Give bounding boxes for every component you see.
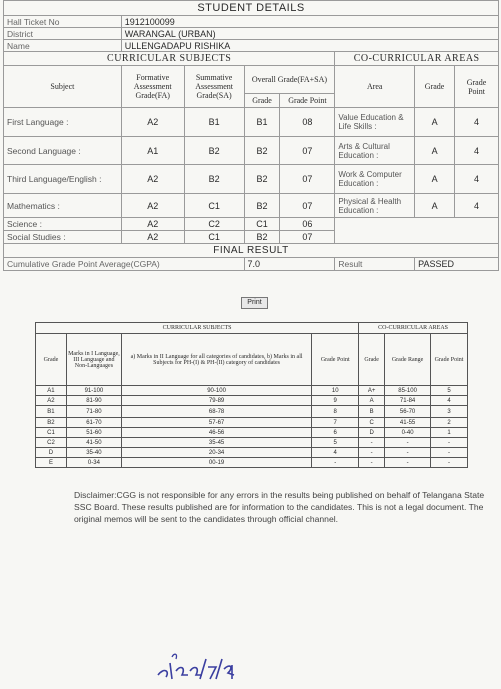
area-grade: A bbox=[415, 165, 455, 194]
grading-gp-header: Grade Point bbox=[312, 334, 359, 386]
subject-name: Social Studies : bbox=[4, 231, 122, 244]
grading-cgp: 2 bbox=[431, 418, 468, 428]
grading-curricular-title: CURRICULAR SUBJECTS bbox=[36, 323, 359, 334]
disclaimer-text: Disclaimer:CGG is not responsible for any errors in the results being published on behalf of Telangana State SSC Board. These results published are for information to the candidates. This is not a legal document. The original memos will be sent to the candidates through official channel. bbox=[74, 490, 485, 524]
overall-gp: 07 bbox=[280, 231, 335, 244]
overall-gp: 08 bbox=[280, 108, 335, 137]
overall-header: Overall Grade(FA+SA) bbox=[244, 66, 335, 94]
grading-cgrade: A bbox=[359, 396, 385, 406]
grading-marks2: 68-78 bbox=[121, 406, 311, 418]
grading-cgp: 3 bbox=[431, 406, 468, 418]
marks-memo-table bbox=[3, 0, 499, 271]
grading-grade: C2 bbox=[36, 438, 67, 448]
grading-marks1: 51-60 bbox=[66, 428, 121, 438]
blank-cell bbox=[335, 218, 499, 244]
grading-marks1: 41-50 bbox=[66, 438, 121, 448]
grade-header: Grade bbox=[244, 94, 280, 108]
grading-range: - bbox=[385, 438, 431, 448]
area-gp: 4 bbox=[455, 194, 499, 218]
grading-cocurricular-title: CO-CURRICULAR AREAS bbox=[359, 323, 468, 334]
area-gp: 4 bbox=[455, 108, 499, 137]
area-grade-header: Grade bbox=[415, 66, 455, 108]
subject-name: Mathematics : bbox=[4, 194, 122, 218]
overall-gp: 07 bbox=[280, 165, 335, 194]
hall-ticket-label: Hall Ticket No bbox=[4, 16, 122, 28]
sa-grade: C1 bbox=[184, 231, 244, 244]
grading-grade: E bbox=[36, 458, 67, 468]
sa-header: Summative Assessment Grade(SA) bbox=[184, 66, 244, 108]
sa-grade: B1 bbox=[184, 108, 244, 137]
overall-grade: B2 bbox=[244, 165, 280, 194]
overall-grade: B2 bbox=[244, 194, 280, 218]
grading-cgp-header: Grade Point bbox=[431, 334, 468, 386]
grading-gp: - bbox=[312, 458, 359, 468]
grading-marks1: 91-100 bbox=[66, 386, 121, 396]
grading-marks1: 0-34 bbox=[66, 458, 121, 468]
grading-marks1: 81-90 bbox=[66, 396, 121, 406]
sa-grade: B2 bbox=[184, 137, 244, 165]
subject-name: First Language : bbox=[4, 108, 122, 137]
grading-range: 85-100 bbox=[385, 386, 431, 396]
grading-grade: A1 bbox=[36, 386, 67, 396]
grading-range: 71-84 bbox=[385, 396, 431, 406]
result-label: Result bbox=[335, 258, 415, 271]
grading-marks2: 00-19 bbox=[121, 458, 311, 468]
name-label: Name bbox=[4, 40, 122, 52]
fa-grade: A1 bbox=[121, 137, 184, 165]
overall-grade: B1 bbox=[244, 108, 280, 137]
subject-name: Science : bbox=[4, 218, 122, 231]
grading-gp: 10 bbox=[312, 386, 359, 396]
grading-marks2: 79-89 bbox=[121, 396, 311, 406]
overall-grade: C1 bbox=[244, 218, 280, 231]
sa-grade: B2 bbox=[184, 165, 244, 194]
grading-marks1-header: Marks in I Language, III Language and Non-Languages bbox=[66, 334, 121, 386]
grading-cgrade: D bbox=[359, 428, 385, 438]
grading-cgp: - bbox=[431, 458, 468, 468]
grading-range: 41-55 bbox=[385, 418, 431, 428]
overall-gp: 06 bbox=[280, 218, 335, 231]
fa-grade: A2 bbox=[121, 194, 184, 218]
grading-grade: B1 bbox=[36, 406, 67, 418]
area-gp: 4 bbox=[455, 137, 499, 165]
grading-cgp: 1 bbox=[431, 428, 468, 438]
grading-gp: 5 bbox=[312, 438, 359, 448]
area-name: Value Education & Life Skills : bbox=[335, 108, 415, 137]
grading-cgrade: A+ bbox=[359, 386, 385, 396]
grading-marks1: 35-40 bbox=[66, 448, 121, 458]
grading-gp: 4 bbox=[312, 448, 359, 458]
grading-grade: C1 bbox=[36, 428, 67, 438]
grading-range: - bbox=[385, 448, 431, 458]
grading-grade-header: Grade bbox=[36, 334, 67, 386]
area-name: Physical & Health Education : bbox=[335, 194, 415, 218]
overall-gp: 07 bbox=[280, 137, 335, 165]
grading-table bbox=[35, 322, 468, 468]
grading-grade: D bbox=[36, 448, 67, 458]
grading-range: - bbox=[385, 458, 431, 468]
area-gp-header: Grade Point bbox=[455, 66, 499, 108]
fa-grade: A2 bbox=[121, 165, 184, 194]
grading-cgrade: - bbox=[359, 438, 385, 448]
subject-name: Second Language : bbox=[4, 137, 122, 165]
grading-cgp: 4 bbox=[431, 396, 468, 406]
grading-gp: 7 bbox=[312, 418, 359, 428]
cgpa-value: 7.0 bbox=[244, 258, 335, 271]
district-label: District bbox=[4, 28, 122, 40]
gp-header: Grade Point bbox=[280, 94, 335, 108]
student-details-title: STUDENT DETAILS bbox=[4, 1, 499, 16]
grading-marks1: 71-80 bbox=[66, 406, 121, 418]
name-value: ULLENGADAPU RISHIKA bbox=[121, 40, 498, 52]
district-value: WARANGAL (URBAN) bbox=[121, 28, 498, 40]
area-name: Work & Computer Education : bbox=[335, 165, 415, 194]
area-grade: A bbox=[415, 194, 455, 218]
grading-cgrade: - bbox=[359, 448, 385, 458]
grading-grade: A2 bbox=[36, 396, 67, 406]
grading-marks2: 35-45 bbox=[121, 438, 311, 448]
hall-ticket-value: 1912100099 bbox=[121, 16, 498, 28]
grading-cgrade: C bbox=[359, 418, 385, 428]
overall-grade: B2 bbox=[244, 137, 280, 165]
grading-gp: 9 bbox=[312, 396, 359, 406]
grading-range: 0-40 bbox=[385, 428, 431, 438]
grading-gp: 8 bbox=[312, 406, 359, 418]
area-grade: A bbox=[415, 137, 455, 165]
sa-grade: C1 bbox=[184, 194, 244, 218]
result-value: PASSED bbox=[415, 258, 499, 271]
grading-marks2: 57-67 bbox=[121, 418, 311, 428]
grading-cgrade: - bbox=[359, 458, 385, 468]
fa-header: Formative Assessment Grade(FA) bbox=[121, 66, 184, 108]
overall-grade: B2 bbox=[244, 231, 280, 244]
grading-range: 56-70 bbox=[385, 406, 431, 418]
grading-cgp: - bbox=[431, 448, 468, 458]
grading-marks2: 90-100 bbox=[121, 386, 311, 396]
grading-marks2: 20-34 bbox=[121, 448, 311, 458]
grading-grade: B2 bbox=[36, 418, 67, 428]
grading-range-header: Grade Range bbox=[385, 334, 431, 386]
area-grade: A bbox=[415, 108, 455, 137]
cgpa-label: Cumulative Grade Point Average(CGPA) bbox=[4, 258, 245, 271]
grading-marks2: 46-56 bbox=[121, 428, 311, 438]
sa-grade: C2 bbox=[184, 218, 244, 231]
grading-marks1: 61-70 bbox=[66, 418, 121, 428]
fa-grade: A2 bbox=[121, 108, 184, 137]
area-header: Area bbox=[335, 66, 415, 108]
grading-cgrade-header: Grade bbox=[359, 334, 385, 386]
subject-header: Subject bbox=[4, 66, 122, 108]
overall-gp: 07 bbox=[280, 194, 335, 218]
area-gp: 4 bbox=[455, 165, 499, 194]
print-button[interactable]: Print bbox=[241, 297, 268, 309]
grading-cgp: - bbox=[431, 438, 468, 448]
fa-grade: A2 bbox=[121, 218, 184, 231]
curricular-title: CURRICULAR SUBJECTS bbox=[4, 52, 335, 66]
grading-cgrade: B bbox=[359, 406, 385, 418]
final-result-title: FINAL RESULT bbox=[4, 244, 499, 258]
grading-gp: 6 bbox=[312, 428, 359, 438]
grading-marks2-header: a) Marks in II Language for all categories of candidates, b) Marks in all Subjects for PH-(I) & PH-(II) category of candidates bbox=[121, 334, 311, 386]
area-name: Arts & Cultural Education : bbox=[335, 137, 415, 165]
cocurricular-title: CO-CURRICULAR AREAS bbox=[335, 52, 499, 66]
fa-grade: A2 bbox=[121, 231, 184, 244]
grading-cgp: 5 bbox=[431, 386, 468, 396]
handwritten-signature bbox=[150, 645, 240, 685]
subject-name: Third Language/English : bbox=[4, 165, 122, 194]
